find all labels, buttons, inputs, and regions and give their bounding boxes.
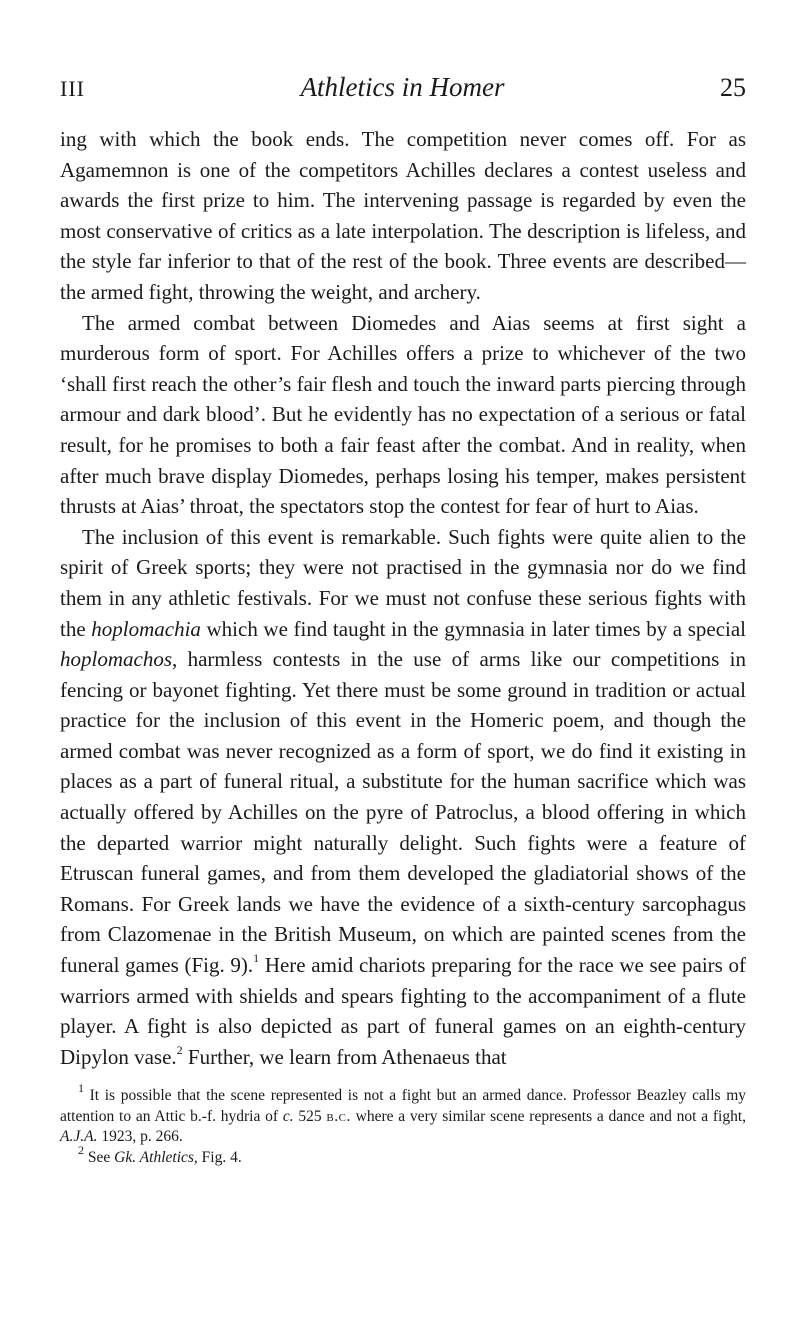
term-hoplomachia: hoplomachia [91, 616, 201, 641]
footnote-2-book-title: Gk. Athletics [114, 1148, 194, 1166]
footnote-2-mark: 2 [78, 1142, 84, 1157]
paragraph-3-text-c: , harmless contests in the use of arms like our competitions in fencing or bayonet fighting. Yet there must be some ground in tradition or actual practice for the inclusion of this event in the Homeric poem, and though the armed combat was never recognized as a form of sport, we do find it existing in places as a part of funeral ritual, a substitute for the human sacrifice which was actually offered by Achilles on the pyre of Patroclus, a blood offering in which the departed warrior might naturally delight. Such fights were a feature of Etruscan funeral games, and from them developed the gladiatorial shows of the Romans. For Greek lands we have the evidence of a sixth-century sarcophagus from Clazomenae in the British Museum, on which are painted scenes from the funeral games (Fig. 9). [60, 647, 746, 978]
paragraph-2 [60, 308, 746, 522]
footnote-2 [60, 1142, 746, 1169]
footnote-1-text-a: It is possible that the scene represented is not a fight but an armed dance. Professor Beazley calls my attention to an Attic b.-f. hydria of [60, 1087, 746, 1125]
footnote-1-text-d: where a very similar scene represents a dance and not a fight, [350, 1107, 747, 1125]
running-title: Athletics in Homer [300, 72, 505, 102]
footnote-1-text-e: 1923, p. 266. [97, 1128, 183, 1146]
paragraph-1 [60, 124, 746, 308]
paragraph-3-text-b: which we find taught in the gymnasia in later times by a special [200, 616, 747, 641]
chapter-number: III [60, 76, 85, 101]
footnote-1 [60, 1081, 747, 1148]
footnotes [60, 1081, 747, 1168]
paragraph-3-text-e: Further, we learn from Athenaeus that [182, 1044, 507, 1069]
footnote-1-journal: A.J.A. [60, 1128, 98, 1146]
body-text [60, 124, 746, 1072]
term-hoplomachos: hoplomachos [60, 647, 172, 672]
footnote-1-bc: b.c. [326, 1107, 351, 1125]
paragraph-3-text-d: Here amid chariots preparing for the race we see pairs of warriors armed with shields and spears fighting to the accompaniment of a flute player. A fight is also depicted as part of funeral games on an eighth-century Dipylon vase. [60, 953, 746, 1069]
footnote-ref-2: 2 [176, 1042, 183, 1057]
footnote-2-text-a: See [84, 1148, 115, 1166]
footnote-ref-1: 1 [253, 951, 260, 966]
footnote-1-mark: 1 [78, 1081, 84, 1096]
footnote-1-circa: c. [282, 1107, 294, 1125]
page-number: 25 [719, 73, 746, 102]
book-page [60, 70, 746, 1168]
paragraph-2-text: The armed combat between Diomedes and Aias seems at first sight a murderous form of sport. For Achilles offers a prize to whichever of the two ‘shall first reach the other’s fair flesh and touch the inward parts piercing through armour and dark blood’. But he evidently has no expectation of a serious or fatal result, for he promises to both a fair feast after the combat. And in reality, when after much brave display Diomedes, perhaps losing his temper, makes persistent thrusts at Aias’ throat, the spectators stop the contest for fear of hurt to Aias. [60, 310, 746, 519]
footnote-2-text-b: , Fig. 4. [193, 1148, 242, 1166]
paragraph-3-text-a: The inclusion of this event is remarkable. Such fights were quite alien to the spirit of Greek sports; they were not practised in the gymnasia nor do we find them in any athletic festivals. For we must not confuse these serious fights with the [60, 524, 746, 641]
paragraph-3 [60, 522, 746, 1073]
running-head [60, 70, 746, 106]
footnote-1-text-b: 525 [293, 1107, 327, 1125]
paragraph-1-text: ing with which the book ends. The competition never comes off. For as Agamemnon is one of the competitors Achilles declares a contest useless and awards the first prize to him. The intervening passage is regarded by even the most conservative of critics as a late interpolation. The description is lifeless, and the style far inferior to that of the rest of the book. Three events are described—the armed fight, throwing the weight, and archery. [60, 127, 746, 304]
